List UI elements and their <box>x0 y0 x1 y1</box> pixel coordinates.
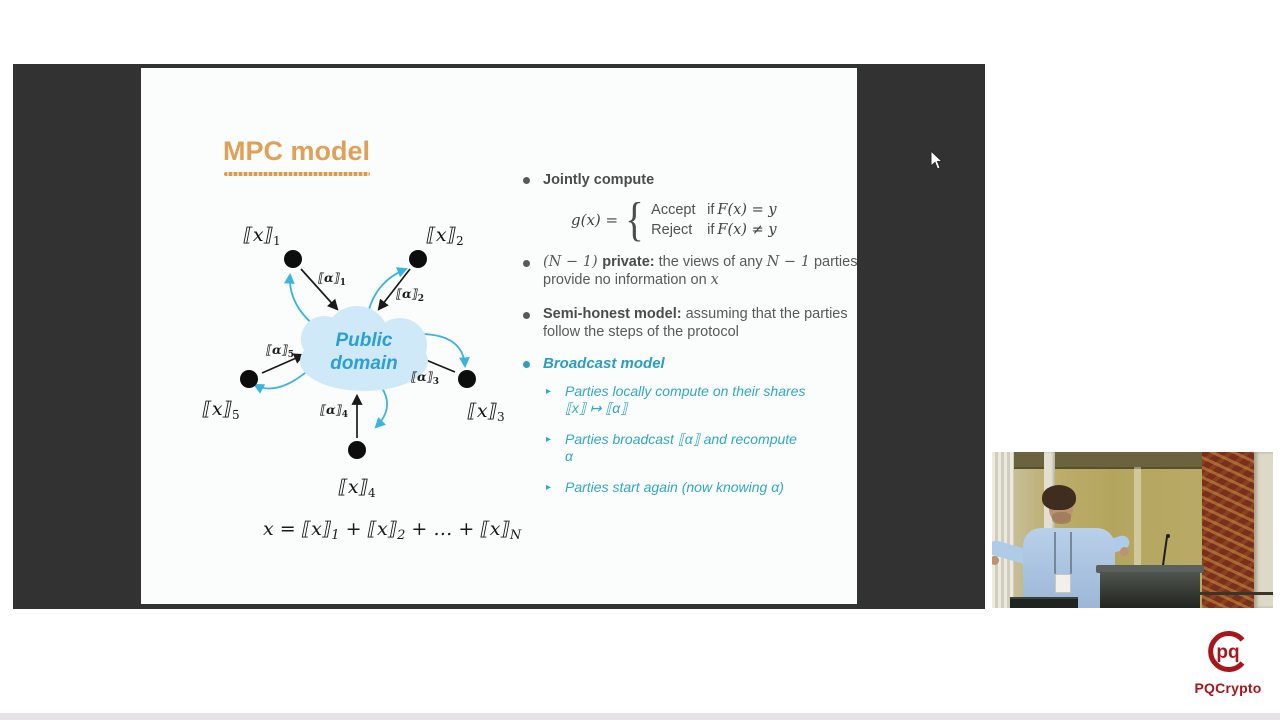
party-label-2: $⟦x⟧_2$ <box>426 224 464 248</box>
speaker-lanyard <box>1054 532 1072 576</box>
bottom-strip <box>0 713 1280 720</box>
sub-bullet-marker: ▸ <box>546 386 552 397</box>
room-pillar <box>1254 452 1273 608</box>
party-node-5 <box>240 370 258 388</box>
party-node-1 <box>284 250 302 268</box>
bullet-dot <box>523 260 530 267</box>
case-rows <box>651 202 776 238</box>
alpha-label-1: $⟦\alpha⟧_1$ <box>317 270 347 288</box>
case-equation-lhs: g(x) = <box>571 211 619 229</box>
mouse-cursor <box>930 150 945 171</box>
sub-bullet-marker: ▸ <box>546 482 552 493</box>
logo-label: PQCrypto <box>1194 680 1262 696</box>
bullet-dot-teal <box>523 361 530 368</box>
bullet-semi-honest: Semi-honest model: assuming that the parties follow the steps of the protocol <box>543 306 848 340</box>
cloud-label-line2: domain <box>330 353 398 374</box>
sub-bullet-local-compute: Parties locally compute on their shares ⟦x⟧ ↦ ⟦α⟧ <box>565 383 806 416</box>
share-sum-equation: $x = ⟦x⟧_1$ + $⟦x⟧_2$ + … + $⟦x⟧_N$ <box>263 518 522 543</box>
bullet-broadcast-model: Broadcast model <box>543 355 665 372</box>
case-row-accept: Accept if F(x) = y <box>651 202 777 218</box>
sub-bullet-broadcast: Parties broadcast ⟦α⟧ and recompute α <box>565 431 797 464</box>
case-brace: { <box>625 193 644 246</box>
bullet-private: (N − 1) private: the views of any N − 1 parties provide no information on x <box>543 254 858 288</box>
party-label-3: $⟦x⟧_3$ <box>467 400 505 424</box>
alpha-label-4: $⟦\alpha⟧_4$ <box>319 402 349 420</box>
alpha-label-2: $⟦\alpha⟧_2$ <box>395 286 425 304</box>
alpha-label-3: $⟦\alpha⟧_3$ <box>410 369 440 387</box>
pqcrypto-logo <box>1190 627 1266 699</box>
cloud-label <box>300 329 428 375</box>
logo-monogram: pq <box>1216 642 1240 663</box>
bullet-jointly-compute: Jointly compute <box>543 172 655 188</box>
party-node-4 <box>348 441 366 459</box>
bullet-dot <box>523 312 530 319</box>
video-stage-panel <box>13 64 985 609</box>
cloud-label-line1: Public <box>335 330 393 351</box>
speaker-beard <box>1052 512 1071 524</box>
case-row-reject: Reject if F(x) ≠ y <box>651 222 777 238</box>
party-node-3 <box>458 370 476 388</box>
laptop-silhouette <box>1010 597 1078 608</box>
party-node-2 <box>409 250 427 268</box>
party-label-1: $⟦x⟧_1$ <box>243 224 281 248</box>
alpha-label-5: $⟦\alpha⟧_5$ <box>265 342 295 360</box>
speaker-video-feed <box>992 452 1273 608</box>
party-label-4: $⟦x⟧_4$ <box>338 476 376 500</box>
microphone-head <box>1166 534 1170 538</box>
sub-bullet-start-again: Parties start again (now knowing α) <box>565 479 784 495</box>
sub-bullet-marker: ▸ <box>546 434 552 445</box>
bullet-dot <box>523 177 530 184</box>
podium <box>1100 572 1200 608</box>
party-label-5: $⟦x⟧_5$ <box>202 398 240 422</box>
pqcrypto-logo-mark <box>1203 627 1253 677</box>
room-pillar <box>992 452 1014 608</box>
case-equation <box>571 193 777 246</box>
speaker-hair <box>1042 485 1076 510</box>
slide-title: MPC model <box>223 136 371 166</box>
stage-curtain <box>1202 452 1254 608</box>
presentation-slide <box>141 68 857 604</box>
speaker-right-hand <box>1120 547 1129 556</box>
speaker-name-badge <box>1055 574 1071 593</box>
